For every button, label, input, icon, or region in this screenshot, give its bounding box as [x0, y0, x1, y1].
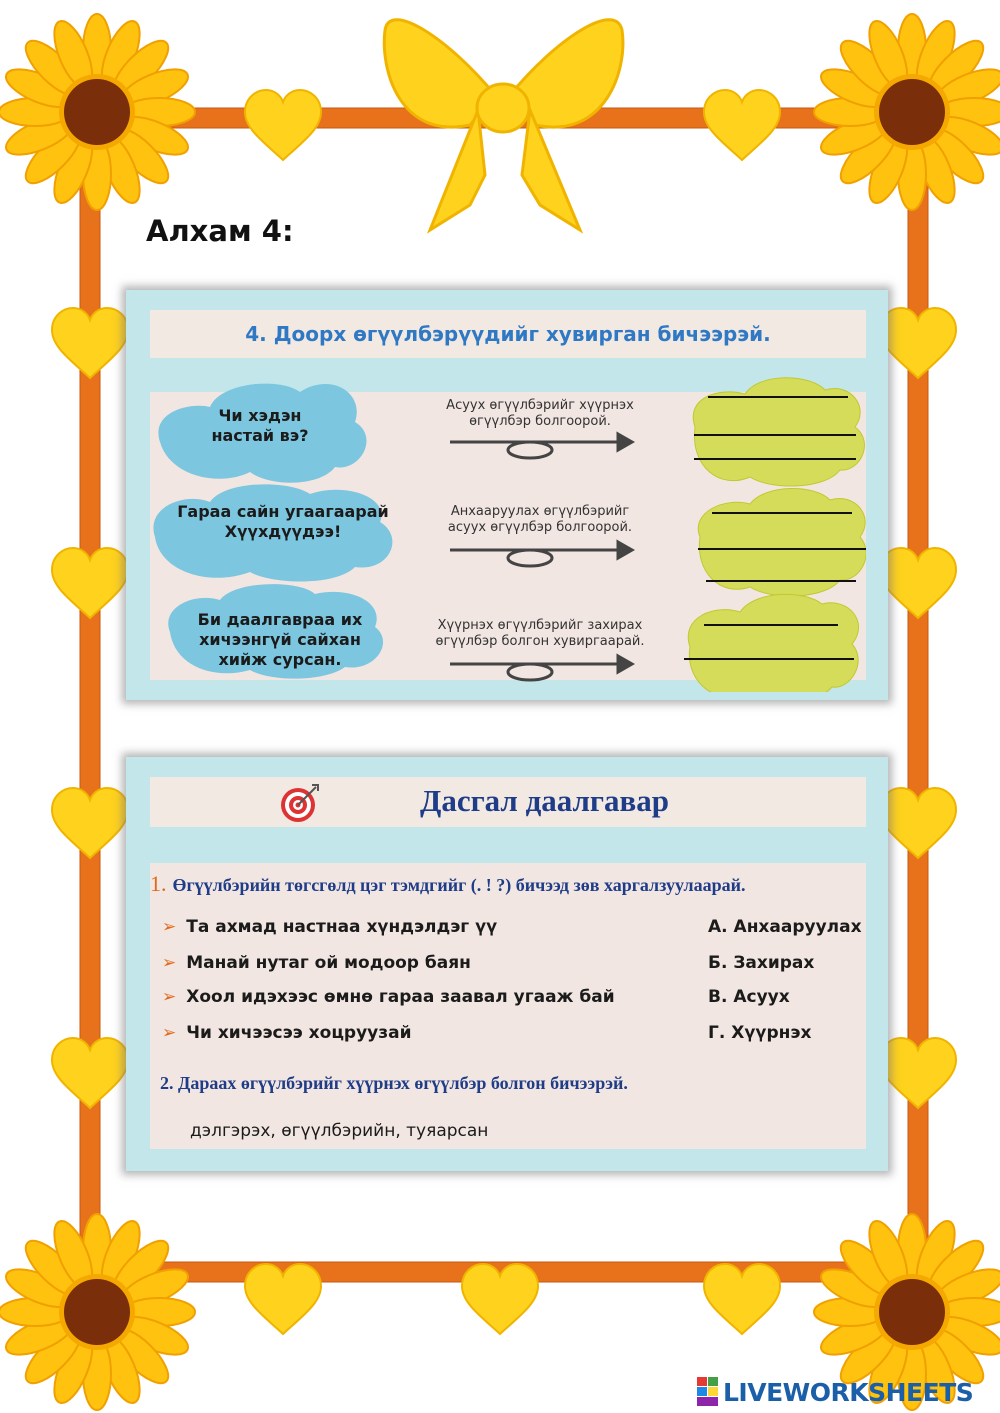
task1-item-text: Чи хичээсээ хоцруузай — [186, 1023, 412, 1043]
answer-line[interactable] — [684, 658, 854, 660]
arrow-bullet-icon: ➢ — [162, 917, 177, 937]
answer-line[interactable] — [712, 512, 852, 514]
answer-line[interactable] — [694, 434, 856, 436]
practice-body — [150, 863, 866, 1149]
sentence-2: Гараа сайн угаагаарай Хүүхдүүдээ! — [177, 502, 389, 541]
task1-number: 1. — [150, 871, 167, 896]
task1-answer: В. Асуух — [708, 987, 790, 1007]
task1-item-text: Манай нутаг ой модоор баян — [186, 953, 471, 973]
step-title: Алхам 4: — [146, 214, 294, 248]
arrow-bullet-icon: ➢ — [162, 987, 177, 1007]
answer-line[interactable] — [706, 580, 856, 582]
answer-line[interactable] — [708, 396, 848, 398]
sentence-1: Чи хэдэн настай вэ? — [211, 406, 309, 445]
exercise-body — [150, 392, 866, 680]
practice-title: Дасгал даалгавар — [420, 783, 669, 818]
exercise-header: 4. Доорх өгүүлбэрүүдийг хувирган бичээрэй. — [150, 310, 866, 358]
task2-text: 2. Дараах өгүүлбэрийг хүүрнэх өгүүлбэр болгон бичээрэй. — [160, 1073, 628, 1093]
answer-cloud-icons — [688, 378, 866, 692]
task1-item-text: Та ахмад настнаа хүндэлдэг үү — [186, 917, 498, 937]
exercise-panel — [126, 290, 888, 700]
task1-item-text: Хоол идэхээс өмнө гараа заавал угааж бай — [186, 987, 615, 1007]
task1-answer: Б. Захирах — [708, 953, 815, 973]
task1-item — [162, 953, 471, 973]
instruction-1: Асуух өгүүлбэрийг хүүрнэх өгүүлбэр болгоорой. — [446, 398, 634, 429]
answer-line[interactable] — [698, 548, 866, 550]
task1-text: Өгүүлбэрийн төгсгөлд цэг тэмдгийг (. ! ?) бичээд зөв харгалзуулаарай. — [172, 875, 746, 895]
practice-panel — [126, 757, 888, 1171]
answer-line[interactable] — [704, 624, 838, 626]
task1 — [150, 871, 746, 897]
instruction-2: Анхааруулах өгүүлбэрийг асуух өгүүлбэр болгоорой. — [447, 504, 633, 535]
task1-item — [162, 1023, 412, 1043]
arrow-bullet-icon: ➢ — [162, 1023, 177, 1043]
task2-words: дэлгэрэх, өгүүлбэрийн, туяарсан — [190, 1121, 489, 1141]
task1-item — [162, 987, 615, 1007]
task1-item — [162, 917, 497, 937]
sentence-3: Би даалгавраа их хичээнгүй сайхан хийж сурсан. — [197, 610, 363, 669]
brand-text: LIVEWORKSHEETS — [723, 1377, 974, 1407]
instruction-3: Хүүрнэх өгүүлбэрийг захирах өгүүлбэр болгон хувиргаарай. — [435, 618, 645, 649]
arrow-bullet-icon: ➢ — [162, 953, 177, 973]
liveworksheets-logo-icon — [697, 1377, 719, 1407]
task1-answer: Г. Хүүрнэх — [708, 1023, 812, 1043]
task1-answer: А. Анхааруулах — [708, 917, 862, 937]
brand-watermark — [697, 1374, 973, 1410]
answer-line[interactable] — [694, 458, 856, 460]
practice-header — [150, 777, 866, 827]
target-icon — [278, 781, 322, 825]
